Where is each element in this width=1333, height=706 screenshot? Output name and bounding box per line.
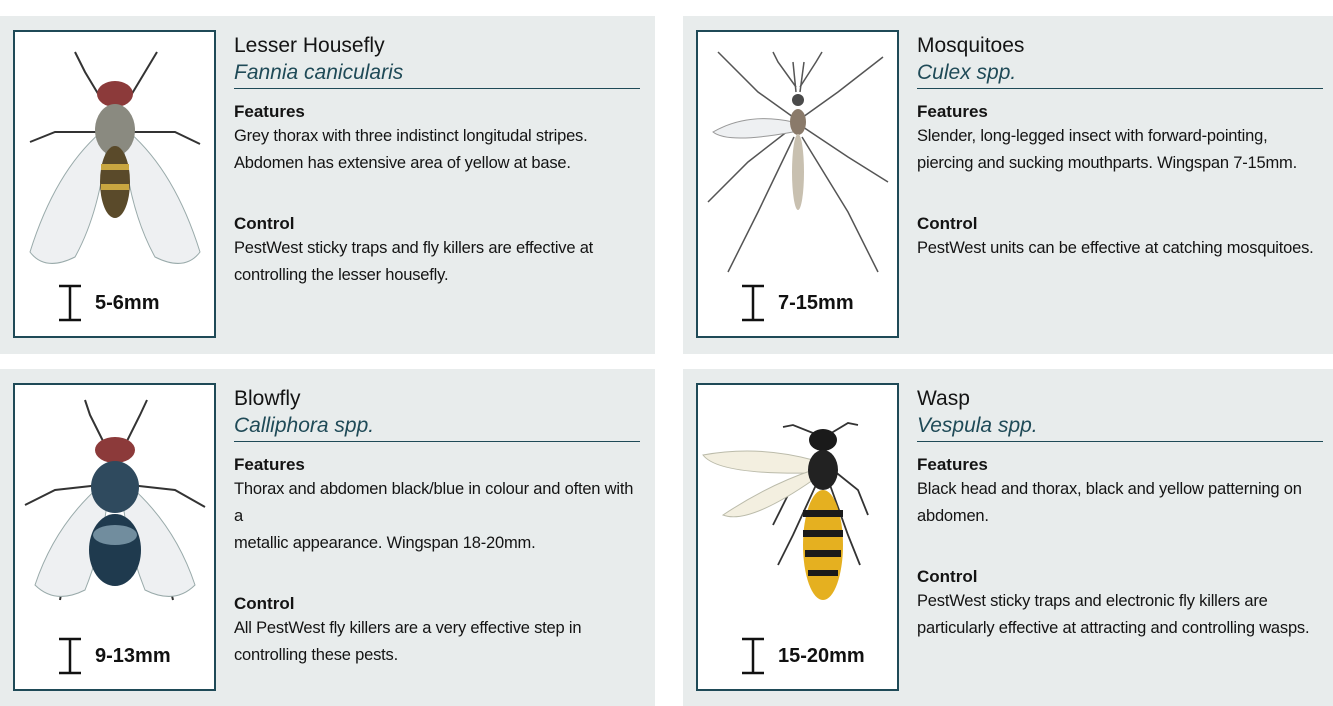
insect-image-frame [696, 30, 899, 338]
scientific-name: Vespula spp. [917, 412, 1323, 442]
control-heading: Control [234, 214, 295, 233]
insect-image-frame [696, 383, 899, 691]
pest-card-mosquitoes [683, 16, 1333, 354]
blowfly-icon [15, 385, 214, 635]
insect-image-frame [13, 383, 216, 691]
features-line: abdomen. [917, 507, 989, 525]
control-line: particularly effective at attracting and controlling wasps. [917, 619, 1310, 637]
control-line: controlling the lesser housefly. [234, 266, 449, 284]
scientific-name: Culex spp. [917, 59, 1323, 89]
control-line: All PestWest fly killers are a very effective step in [234, 619, 582, 637]
scientific-name: Fannia canicularis [234, 59, 640, 89]
control-line: PestWest sticky traps and fly killers are effective at [234, 239, 594, 257]
features-line: Grey thorax with three indistinct longitudal stripes. [234, 127, 588, 145]
features-line: Thorax and abdomen black/blue in colour and often with a [234, 480, 634, 525]
pest-description [917, 385, 1323, 642]
scientific-name: Calliphora spp. [234, 412, 640, 442]
features-heading: Features [234, 102, 305, 121]
features-heading: Features [234, 455, 305, 474]
features-line: piercing and sucking mouthparts. Wingspan 7-15mm. [917, 154, 1297, 172]
pest-name: Blowfly [234, 387, 301, 410]
control-line: PestWest units can be effective at catching mosquitoes. [917, 239, 1314, 257]
control-heading: Control [917, 567, 978, 586]
size-label: 9-13mm [95, 644, 171, 667]
control-line: controlling these pests. [234, 646, 398, 664]
pest-description [234, 32, 640, 289]
scale-bar-icon [738, 284, 768, 322]
features-line: metallic appearance. Wingspan 18-20mm. [234, 534, 536, 552]
pest-name: Wasp [917, 387, 970, 410]
pest-name: Mosquitoes [917, 34, 1025, 57]
housefly-icon [15, 32, 214, 282]
insect-image-frame [13, 30, 216, 338]
scale-bar-icon [738, 637, 768, 675]
size-indicator [738, 284, 854, 322]
features-line: Abdomen has extensive area of yellow at base. [234, 154, 571, 172]
scale-bar-icon [55, 637, 85, 675]
control-line: PestWest sticky traps and electronic fly killers are [917, 592, 1268, 610]
pest-card-blowfly [0, 369, 655, 706]
size-indicator [738, 637, 865, 675]
features-line: Black head and thorax, black and yellow patterning on [917, 480, 1302, 498]
control-heading: Control [917, 214, 978, 233]
scale-bar-icon [55, 284, 85, 322]
size-indicator [55, 284, 159, 322]
pest-card-lesser-housefly [0, 16, 655, 354]
control-heading: Control [234, 594, 295, 613]
size-label: 15-20mm [778, 644, 865, 667]
size-indicator [55, 637, 171, 675]
pest-card-wasp [683, 369, 1333, 706]
features-heading: Features [917, 455, 988, 474]
pest-description [234, 385, 640, 669]
features-line: Slender, long-legged insect with forward-pointing, [917, 127, 1268, 145]
pest-description [917, 32, 1323, 262]
size-label: 7-15mm [778, 291, 854, 314]
pest-name: Lesser Housefly [234, 34, 385, 57]
mosquito-icon [698, 32, 897, 282]
features-heading: Features [917, 102, 988, 121]
size-label: 5-6mm [95, 291, 160, 314]
wasp-icon [698, 385, 897, 635]
